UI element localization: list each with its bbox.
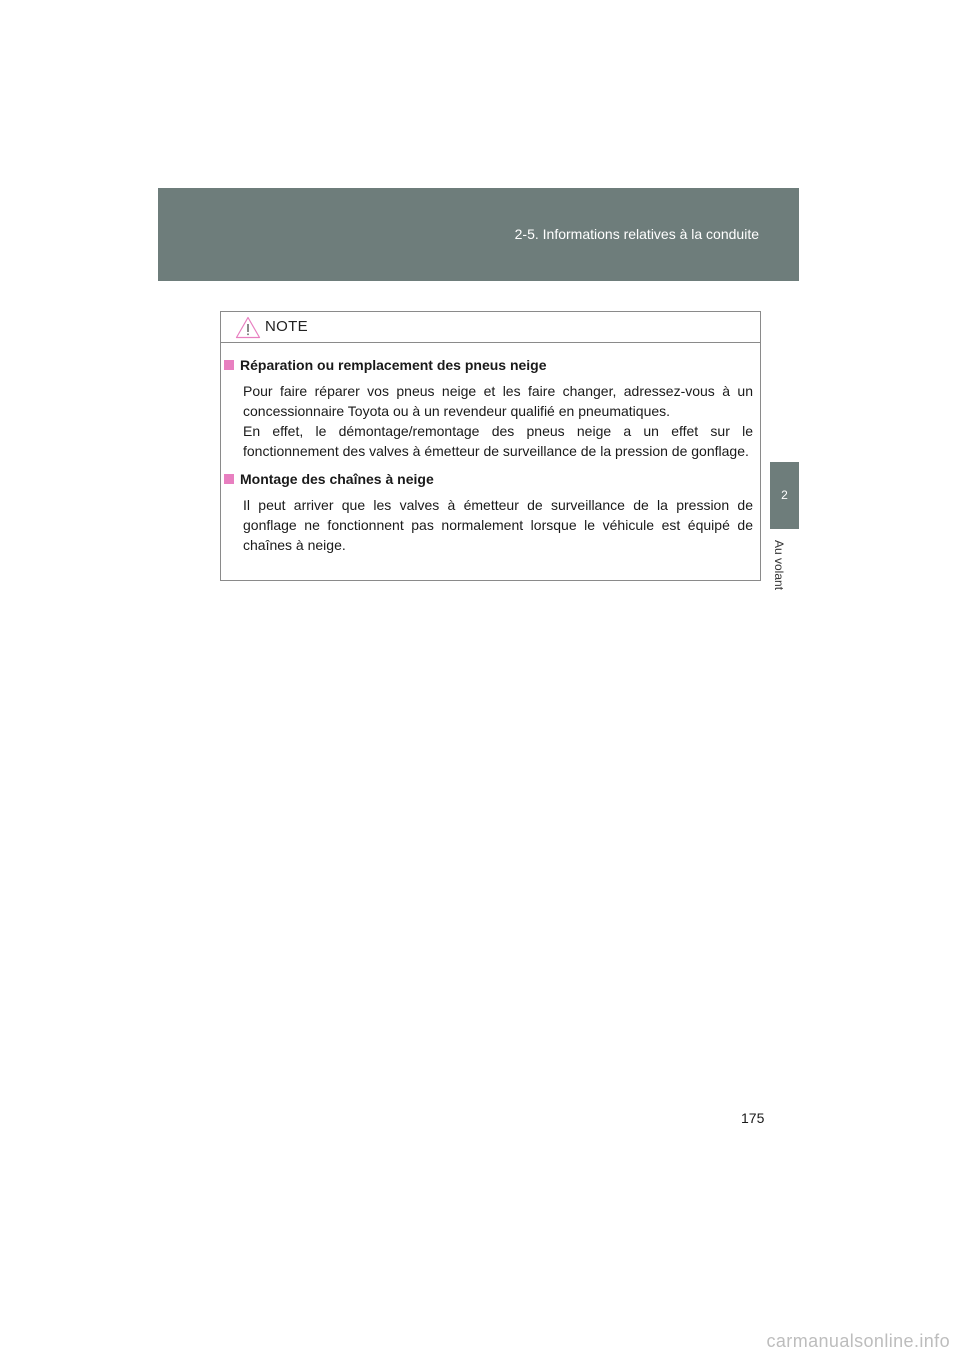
square-bullet-icon xyxy=(224,474,234,484)
warning-triangle-icon xyxy=(235,316,261,339)
section-heading-text: Montage des chaînes à neige xyxy=(240,471,434,487)
section-heading xyxy=(224,469,753,489)
paragraph: Il peut arriver que les valves à émetteur de surveillance de la pression de gonflage ne fonctionnent pas normalement lorsque le véhicule est équipé de chaînes à neige. xyxy=(243,497,753,553)
note-title: NOTE xyxy=(265,318,308,335)
paragraph: En effet, le démontage/remontage des pneus neige a un effet sur le fonctionnement des valves à émetteur de surveillance de la pression de gonflage. xyxy=(243,423,753,459)
note-box xyxy=(220,311,761,581)
chapter-number: 2 xyxy=(781,488,788,502)
chapter-label: Au volant xyxy=(772,540,786,591)
section-heading xyxy=(224,355,753,375)
section-title: 2-5. Informations relatives à la conduite xyxy=(514,226,759,242)
section-heading-text: Réparation ou remplacement des pneus neige xyxy=(240,357,547,373)
watermark: carmanualsonline.info xyxy=(766,1331,950,1351)
note-section xyxy=(224,469,753,555)
chapter-header xyxy=(158,188,799,281)
paragraph: Pour faire réparer vos pneus neige et les faire changer, adressez-vous à un concessionnaire Toyota ou à un revendeur qualifié en pneumatiques. xyxy=(243,383,753,419)
note-body xyxy=(221,343,760,555)
page-number: 175 xyxy=(741,1110,765,1126)
chapter-tab xyxy=(770,462,799,529)
square-bullet-icon xyxy=(224,360,234,370)
note-header xyxy=(221,312,760,343)
note-section xyxy=(224,355,753,461)
